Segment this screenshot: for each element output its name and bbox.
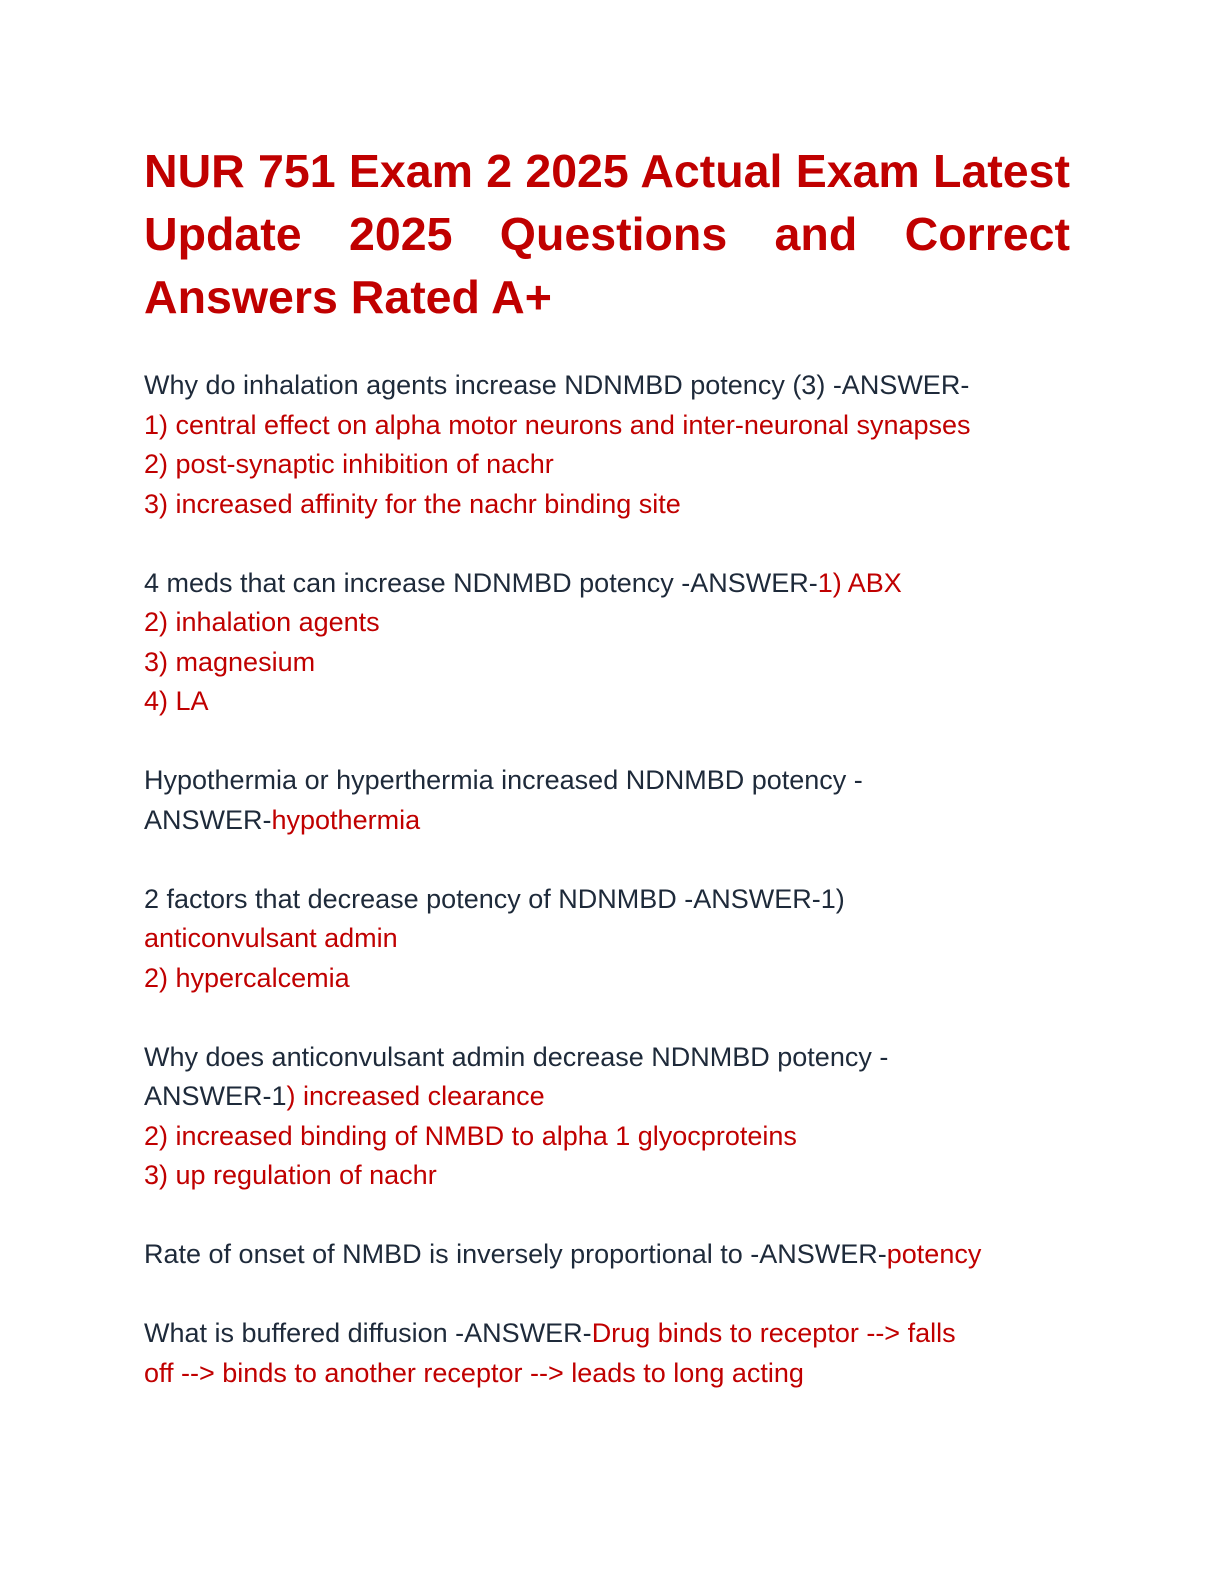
qa-line [144, 445, 1084, 485]
qa-item [144, 1235, 1084, 1275]
qa-line [144, 564, 1084, 604]
qa-line [144, 485, 1084, 525]
answer-text: hypothermia [271, 804, 421, 835]
answer-text: 3) up regulation of nachr [144, 1160, 437, 1190]
question-text: Hypothermia or hyperthermia increased NDNMBD potency - [144, 765, 863, 795]
qa-line [144, 682, 1084, 722]
question-text: Rate of onset of NMBD is inversely proportional to -ANSWER- [144, 1239, 887, 1269]
qa-line [144, 880, 1084, 920]
qa-line [144, 406, 1084, 446]
qa-line [144, 1077, 1084, 1117]
qa-line [144, 959, 1084, 999]
title-line: Answers Rated A+ [144, 271, 552, 323]
qa-line [144, 801, 1084, 841]
question-text: What is buffered diffusion -ANSWER- [144, 1318, 592, 1348]
question-text: 4 meds that can increase NDNMBD potency -ANSWER- [144, 567, 818, 598]
question-text: 2 factors that decrease potency of NDNMBD -ANSWER-1) [144, 883, 845, 914]
answer-text: potency [886, 1239, 982, 1269]
qa-list [144, 366, 1084, 1433]
qa-line [144, 366, 1084, 406]
answer-text: 3) magnesium [144, 646, 316, 677]
answer-text: 1) ABX [817, 567, 902, 598]
qa-item [144, 564, 1084, 722]
qa-line [144, 1314, 1084, 1354]
qa-item [144, 366, 1084, 524]
qa-line [144, 1354, 1084, 1394]
document-title [144, 140, 1070, 329]
qa-line [144, 643, 1084, 683]
answer-text: ) increased clearance [286, 1081, 545, 1111]
qa-line [144, 1117, 1084, 1157]
answer-text: 2) inhalation agents [144, 607, 380, 637]
question-text: Why does anticonvulsant admin decrease NDNMBD potency - [144, 1041, 889, 1072]
answer-text: 3) increased affinity for the nachr binding site [144, 488, 681, 519]
qa-line [144, 1235, 1084, 1275]
qa-line [144, 1038, 1084, 1078]
question-text: ANSWER- [144, 804, 272, 835]
question-text: ANSWER-1 [144, 1081, 287, 1111]
answer-text: anticonvulsant admin [144, 923, 398, 953]
qa-item [144, 761, 1084, 840]
qa-item [144, 1038, 1084, 1196]
qa-line [144, 919, 1084, 959]
qa-line [144, 1156, 1084, 1196]
title-line: NUR 751 Exam 2 2025 Actual Exam Latest [144, 145, 1070, 197]
qa-line [144, 761, 1084, 801]
answer-text: 2) increased binding of NMBD to alpha 1 glyocproteins [144, 1120, 797, 1151]
qa-item [144, 880, 1084, 999]
answer-text: 1) central effect on alpha motor neurons and inter-neuronal synapses [144, 409, 971, 440]
qa-line [144, 603, 1084, 643]
answer-text: 2) post-synaptic inhibition of nachr [144, 449, 554, 479]
title-line: Update 2025 Questions and Correct [144, 208, 1070, 260]
answer-text: 4) LA [144, 686, 209, 716]
question-text: Why do inhalation agents increase NDNMBD potency (3) -ANSWER- [144, 370, 970, 400]
answer-text: off --> binds to another receptor --> leads to long acting [144, 1357, 804, 1388]
answer-text: 2) hypercalcemia [144, 962, 350, 993]
answer-text: Drug binds to receptor --> falls [591, 1318, 956, 1348]
qa-item [144, 1314, 1084, 1393]
